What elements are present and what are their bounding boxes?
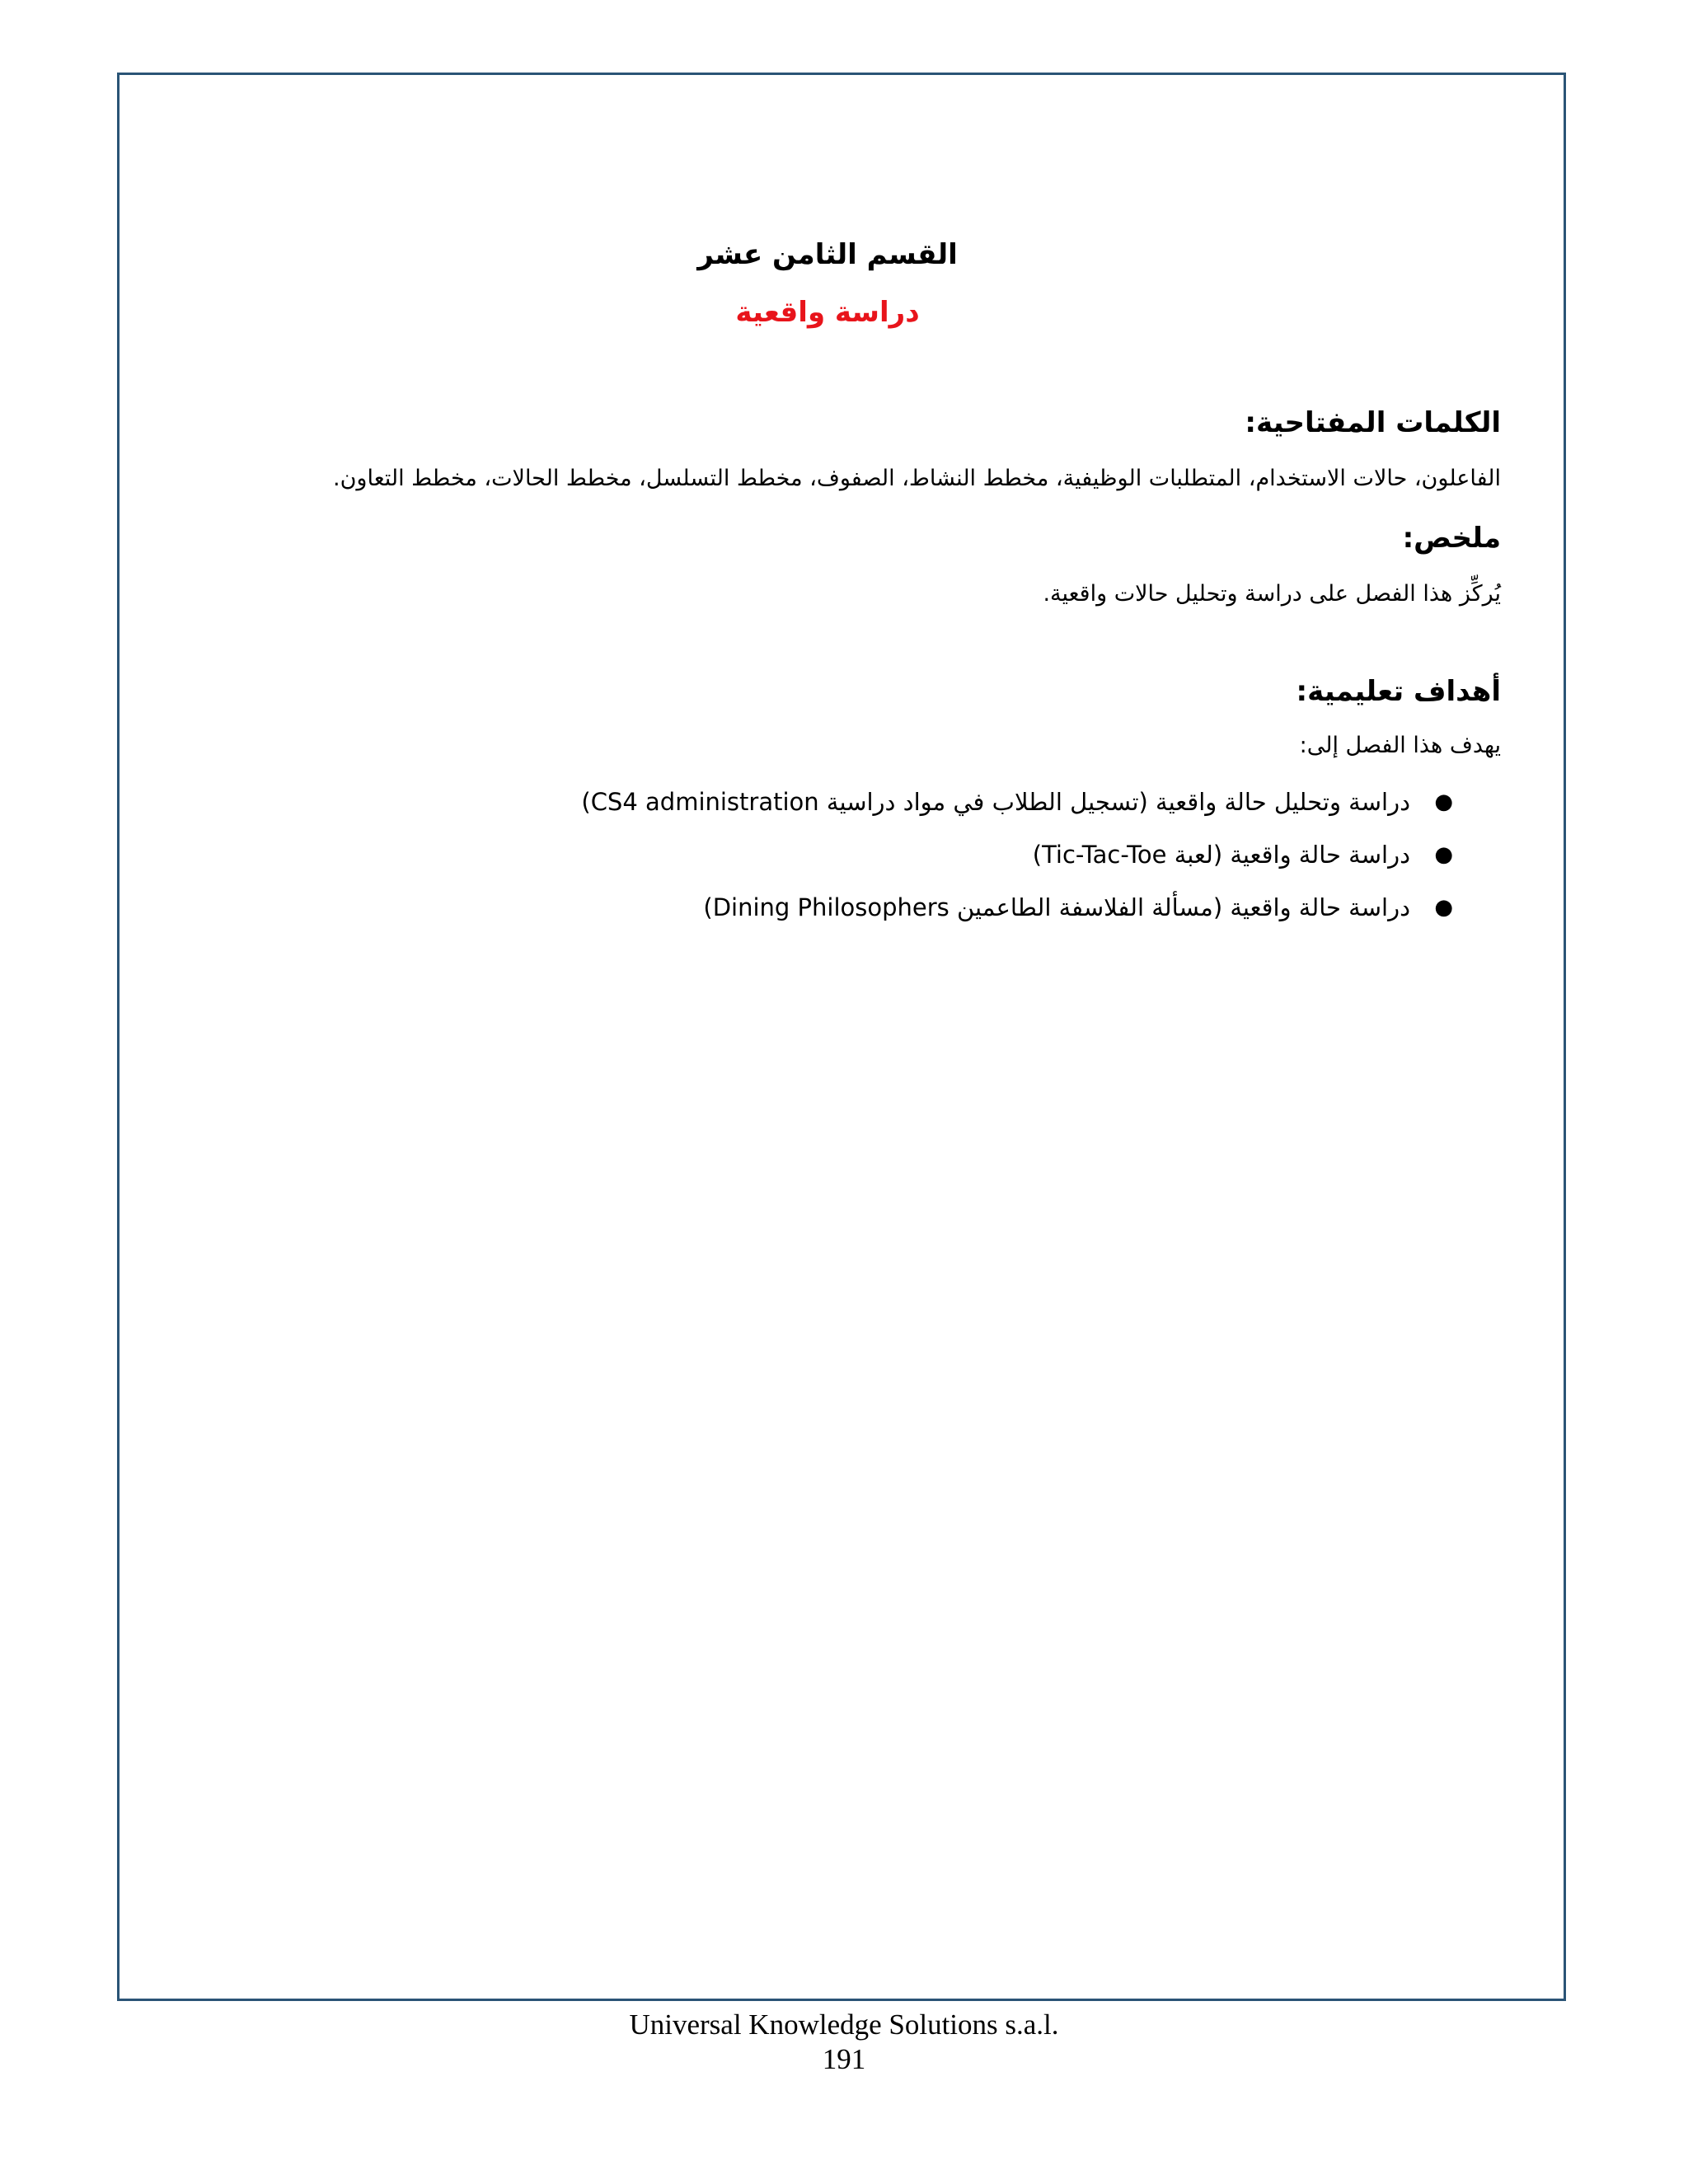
list-item [581,785,1453,838]
chapter-subtitle: دراسة واقعية [735,296,920,329]
summary-heading: ملخص: [1402,522,1501,555]
bullet-icon: ● [1434,790,1453,814]
keywords-heading: الكلمات المفتاحية: [1245,406,1501,439]
bullet-icon: ● [1434,842,1453,867]
objectives-intro: يهدف هذا الفصل إلى: [1299,733,1501,758]
page-number: 191 [822,2043,866,2075]
page-frame [117,73,1566,2001]
objective-text: دراسة حالة واقعية (لعبة Tic-Tac-Toe) [1032,841,1410,869]
page-content [120,75,1536,2004]
objective-text: دراسة حالة واقعية (مسألة الفلاسفة الطاعمين Dining Philosophers) [703,893,1410,921]
objective-text: دراسة وتحليل حالة واقعية (تسجيل الطلاب في مواد دراسية CS4 administration) [581,788,1410,816]
list-item [581,838,1453,891]
bullet-icon: ● [1434,895,1453,920]
objectives-heading: أهداف تعليمية: [1296,675,1501,708]
objectives-list [581,785,1501,944]
chapter-title: القسم الثامن عشر [697,238,958,271]
list-item [581,891,1453,944]
summary-text: يُركِّز هذا الفصل على دراسة وتحليل حالات واقعية. [1043,581,1501,607]
keywords-text: الفاعلون، حالات الاستخدام، المتطلبات الوظيفية، مخطط النشاط، الصفوف، مخطط التسلسل، مخطط الحالات، مخطط التعاون. [333,466,1501,491]
publisher-name: Universal Knowledge Solutions s.a.l. [629,2008,1059,2041]
page-footer [0,2008,1688,2077]
